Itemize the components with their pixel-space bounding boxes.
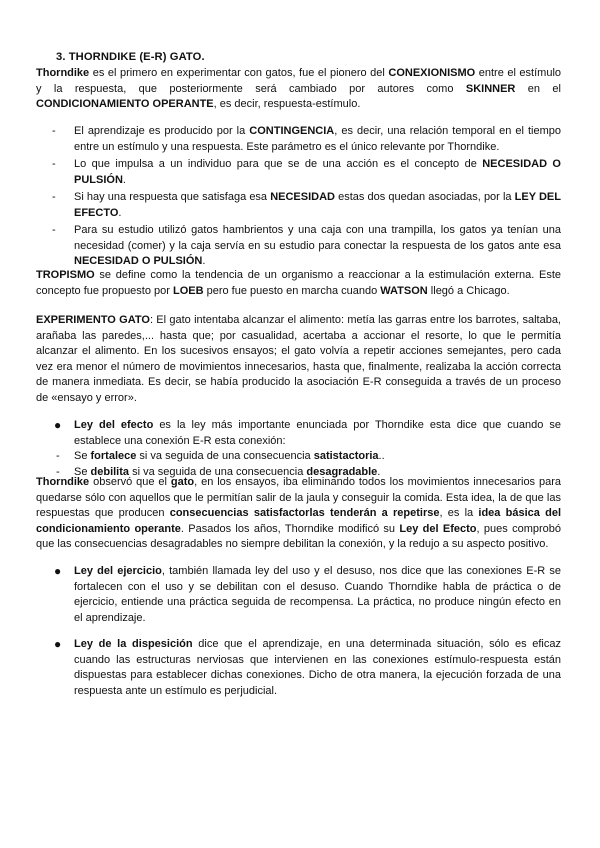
list-item bbox=[36, 223, 561, 270]
dash-marker: - bbox=[52, 224, 56, 236]
item-text: . bbox=[122, 173, 126, 186]
intro-thorndike: Thorndike bbox=[36, 67, 90, 79]
observo-paragraph bbox=[36, 475, 561, 553]
list-item bbox=[36, 157, 561, 188]
ley-efecto-block bbox=[36, 418, 561, 480]
item-term: NECESIDAD O PULSIÓN bbox=[74, 255, 203, 267]
item-text: Para su estudio utilizó gatos hambrientos y una caja con una trampilla, los gatos ya tenían una necesidad (comer) y la caja servía en su estudio para conectar la respuesta de los gatos ante esa bbox=[74, 224, 561, 252]
observo-text: observó que el bbox=[89, 476, 171, 488]
bullet-item bbox=[36, 564, 561, 626]
intro-skinner: SKINNER bbox=[465, 82, 516, 95]
observo-text: , pues comprobó que las consecuencias desagradables no siempre debilitan la conexión, y la redujo a su aspecto positivo. bbox=[36, 522, 562, 550]
intro-text-3: en el bbox=[515, 82, 561, 95]
observo-gato: gato bbox=[170, 476, 195, 488]
sub-text: . bbox=[377, 465, 381, 478]
principles-list bbox=[36, 124, 561, 270]
intro-text-4: , es decir, respuesta-estímulo. bbox=[213, 98, 361, 110]
list-item bbox=[36, 124, 561, 155]
observo-term: consecuencias satisfactorlas tenderán a repetirse bbox=[169, 507, 440, 519]
sub-term: satistactoria bbox=[313, 450, 379, 462]
observo-thorndike: Thorndike bbox=[36, 476, 90, 488]
bullet-item bbox=[36, 418, 561, 449]
section-heading: 3. THORNDIKE (E-R) GATO. bbox=[56, 51, 205, 63]
item-text: Lo que impulsa a un individuo para que se de una acción es el concepto de bbox=[74, 158, 483, 170]
dash-marker: - bbox=[56, 465, 60, 478]
intro-text-2: entre el estímulo y la respuesta, que posteriormente será cambiado por autores como bbox=[36, 67, 562, 95]
item-text: . bbox=[202, 255, 206, 267]
ley-ejercicio-block bbox=[36, 564, 561, 626]
loeb-term: LOEB bbox=[172, 284, 204, 297]
experimento-text: : El gato intentaba alcanzar el alimento: metía las garras entre los barrotes, saltaba, arañaba las paredes,... hasta que; por casualidad, acertaba a accionar el resorte, lo que le permitía alcanzar el alimento. En los sucesivos ensayos; el gato volvía a repetir acciones semejantes, pero cada vez era menor el número de movimientos innecesarios, hasta que, finalmente, realizaba la acción correcta de manera inmediata. Es decir, se había producido la asociación E-R conseguida a través de un proceso de «ensayo y error». bbox=[36, 314, 561, 404]
item-term: LEY DEL EFECTO bbox=[74, 191, 561, 219]
list-item bbox=[36, 190, 561, 221]
ley-efecto-text: es la ley más importante enunciada por Thorndike esta dice que cuando se establece una conexión E-R esta conexión: bbox=[74, 419, 561, 447]
dash-marker: - bbox=[52, 125, 56, 137]
item-text: , es decir, una relación temporal en el tiempo entre un estímulo y una respuesta. Este parámetro es el único relevante por Thorndike. bbox=[74, 125, 561, 153]
ley-ejercicio-title: Ley del ejercicio bbox=[74, 565, 162, 577]
sub-text: .. bbox=[378, 450, 385, 462]
observo-text: . Pasados los años, Thorndike modificó su bbox=[180, 522, 400, 535]
ley-ejercicio-text: , también llamada ley del uso y el desuso, nos dice que las conexiones E-R se fortalecen con el uso y se debilitan con el desuso. Cuando Thorndike habla de práctica o de ejercicio, entiende una práctica seguida de recompensa. La práctica, no produce ningún efecto en el aprendizaje. bbox=[74, 565, 561, 624]
bullet-marker: ● bbox=[54, 637, 62, 651]
observo-text: , es la bbox=[439, 507, 479, 519]
dash-marker: - bbox=[52, 191, 56, 203]
item-text: estas dos quedan asociadas, por la bbox=[334, 191, 515, 203]
item-term: NECESIDAD bbox=[270, 191, 335, 203]
observo-term: Ley del Efecto bbox=[399, 522, 477, 535]
sub-text: si va seguida de una consecuencia bbox=[129, 465, 307, 478]
intro-condicionamiento: CONDICIONAMIENTO OPERANTE bbox=[36, 98, 214, 110]
dash-marker: - bbox=[52, 158, 56, 170]
dash-marker: - bbox=[56, 450, 60, 462]
item-text: El aprendizaje es producido por la bbox=[74, 125, 250, 137]
intro-paragraph bbox=[36, 66, 561, 113]
ley-disposicion-text: dice que el aprendizaje, en una determinada situación, sólo es eficaz cuando las estructuras nerviosas que intervienen en las conexiones estímulo-respuesta están dispuestas para establecer dichas conexiones. Dicho de otra manera, la ejecución forzada de una respuesta ante un estímulo es perjudicial. bbox=[74, 638, 561, 697]
bullet-item bbox=[36, 637, 561, 699]
intro-text-1: es el primero en experimentar con gatos, fue el pionero del bbox=[89, 67, 389, 79]
watson-term: WATSON bbox=[380, 284, 428, 297]
sub-text: Se bbox=[74, 465, 91, 478]
bullet-marker: ● bbox=[54, 564, 62, 578]
item-text: . bbox=[118, 206, 122, 219]
tropismo-text: se define como la tendencia de un organismo a reaccionar a la estimulación externa. Este concepto fue propuesto por bbox=[36, 269, 561, 297]
ley-disposicion-title: Ley de la dispesición bbox=[74, 638, 193, 650]
ley-efecto-title: Ley del efecto bbox=[74, 419, 154, 431]
observo-term: idea básica del condicionamiento operante bbox=[36, 507, 561, 535]
experimento-paragraph bbox=[36, 313, 561, 406]
experimento-term: EXPERIMENTO GATO bbox=[36, 314, 150, 326]
bullet-marker: ● bbox=[54, 418, 62, 432]
item-term: CONTINGENCIA bbox=[249, 125, 335, 137]
sub-term: debilita bbox=[90, 465, 130, 478]
sub-text: Se bbox=[74, 450, 91, 462]
sub-text: si va seguida de una consecuencia bbox=[136, 450, 314, 462]
tropismo-text: llegó a Chicago. bbox=[427, 284, 510, 297]
intro-conexionismo: CONEXIONISMO bbox=[388, 67, 476, 79]
tropismo-text: pero fue puesto en marcha cuando bbox=[203, 284, 381, 297]
tropismo-term: TROPISMO bbox=[36, 269, 95, 281]
item-text: Si hay una respuesta que satisfaga esa bbox=[74, 191, 271, 203]
tropismo-paragraph bbox=[36, 268, 561, 299]
sub-term: fortalece bbox=[90, 450, 137, 462]
observo-text: , en los ensayos, iba eliminando todos los movimientos innecesarios para quedarse sólo con aquellos que le permitían salir de la jaula y conseguir la comida. Esta idea, la de que las respuestas que producen bbox=[36, 476, 561, 519]
sub-item bbox=[36, 449, 561, 465]
item-term: NECESIDAD O PULSIÓN bbox=[74, 158, 561, 186]
sub-term: desagradable bbox=[306, 465, 378, 478]
ley-disposicion-block bbox=[36, 637, 561, 699]
